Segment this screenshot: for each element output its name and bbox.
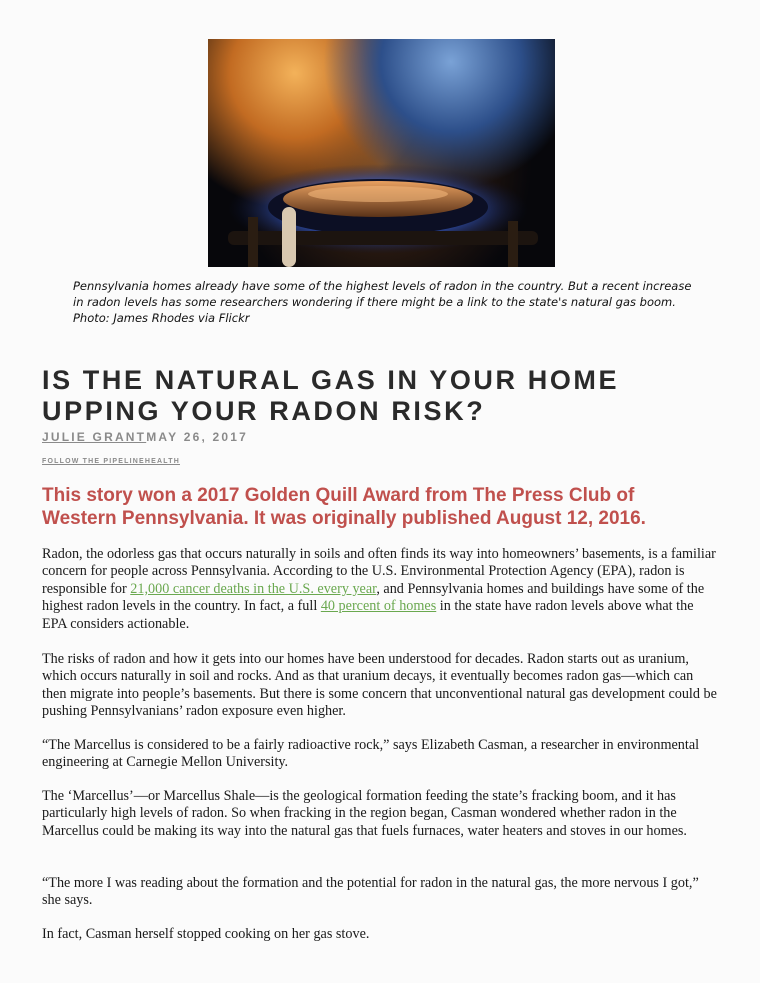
gas-stove-burner-photo	[208, 39, 555, 267]
award-note: This story won a 2017 Golden Quill Award from The Press Club of Western Pennsylvania. It was originally published August 12, 2016.	[42, 485, 646, 529]
paragraph-text: Radon, the odorless gas that occurs naturally in soils and often finds its way into homeowners’ basements, is a familiar concern for people across Pennsylvania. According to the U.S. Environmental Protection Agency (EPA), radon is responsible for	[42, 546, 716, 597]
hero-image	[208, 39, 555, 267]
paragraph-stopped-cooking: In fact, Casman herself stopped cooking on her gas stove.	[42, 926, 370, 942]
paragraph-text: , and Pennsylvania homes and buildings have some of the highest radon levels in the country. In fact, a full	[42, 580, 705, 615]
paragraph-text: in the state have radon levels above what the EPA considers actionable.	[42, 598, 694, 632]
byline	[42, 430, 248, 444]
paragraph-marcellus: The ‘Marcellus’—or Marcellus Shale—is the geological formation feeding the state’s fracking boom, and it has particularly high levels of radon. So when fracking in the region began, Casman wondered whether radon in the Marcellus could be making its way into the natural gas that fuels furnaces, water heaters and stoves in our homes.	[42, 788, 687, 839]
follow-link[interactable]: FOLLOW THE PIPELINEHEALTH	[42, 458, 180, 465]
author-link[interactable]: JULIE GRANT	[42, 430, 147, 444]
paragraph-radon-risks: The risks of radon and how it gets into our homes have been understood for decades. Radon starts out as uranium, which occurs naturally in soil and rocks. And as that uranium decays, it eventually becomes radon gas—which can then migrate into people’s basements. But there is some concern that unconventional natural gas development could be pushing Pennsylvanians’ radon exposure even higher.	[42, 651, 717, 720]
percent-homes-link[interactable]: 40 percent of homes	[320, 598, 437, 615]
publish-date: MAY 26, 2017	[146, 430, 249, 444]
paragraph-quote-casman: “The Marcellus is considered to be a fairly radioactive rock,” says Elizabeth Casman, a researcher in environmental engineering at Carnegie Mellon University.	[42, 737, 700, 771]
paragraph-intro	[42, 546, 718, 633]
paragraph-nervous: “The more I was reading about the formation and the potential for radon in the natural gas, the more nervous I got,” she says.	[42, 875, 699, 909]
cancer-deaths-link[interactable]: 21,000 cancer deaths in the U.S. every year	[130, 580, 377, 597]
photo-caption: Pennsylvania homes already have some of the highest levels of radon in the country. But a recent increase in radon levels has some researchers wondering if there might be a link to the state's natural gas boom. Photo: James Rhodes via Flickr	[73, 279, 692, 325]
article-title: IS THE NATURAL GAS IN YOUR HOME UPPING YOUR RADON RISK?	[42, 365, 620, 426]
